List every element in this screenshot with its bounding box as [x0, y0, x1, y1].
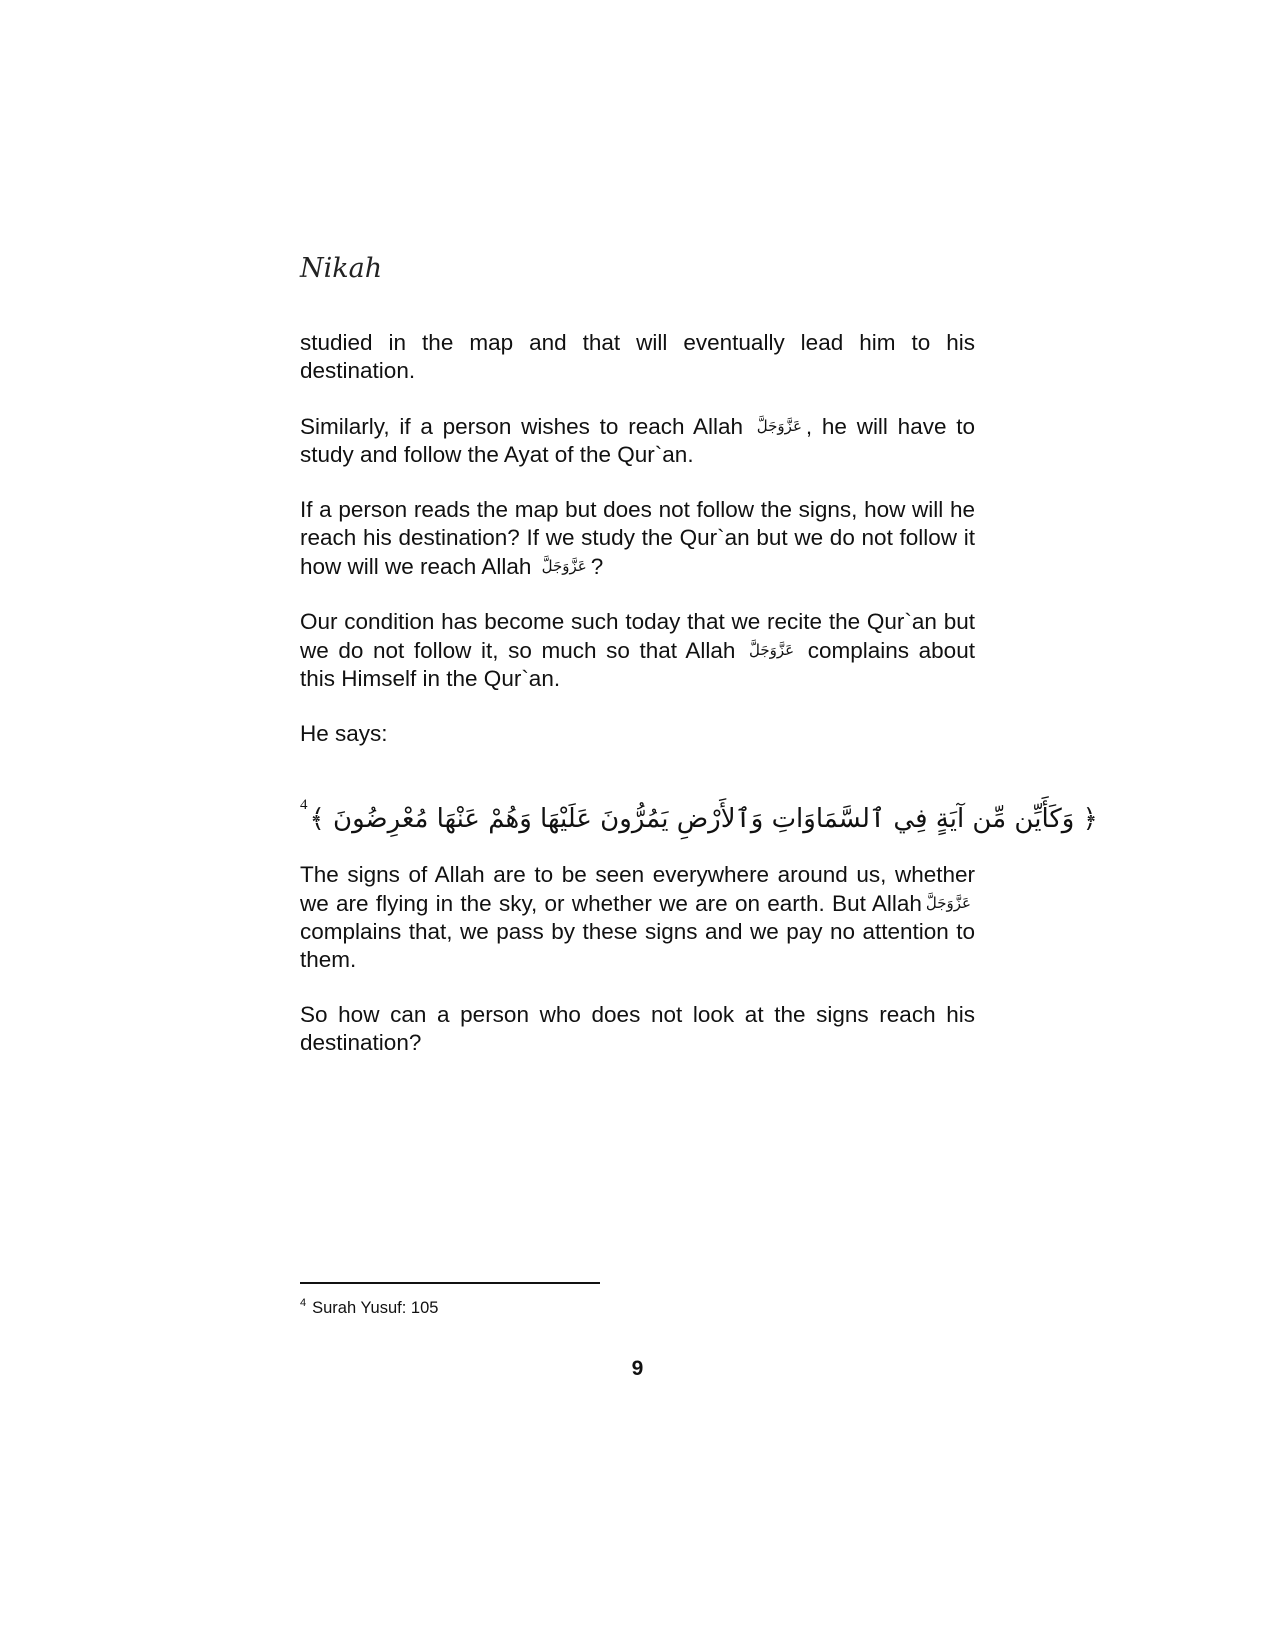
footnote-text: Surah Yusuf: 105	[312, 1299, 439, 1317]
quran-verse	[300, 775, 1098, 835]
honorific-text: عَزَّوَجَلَّ	[541, 557, 587, 575]
ayah-footnote-ref: 4	[300, 797, 308, 813]
paragraph-1: studied in the map and that will eventually lead him to his destination.	[300, 330, 975, 383]
paragraph-2-before: Similarly, if a person wishes to reach Allah	[300, 414, 744, 439]
honorific-text: عَزَّوَجَلَّ	[756, 417, 802, 435]
honorific-text: عَزَّوَجَلَّ	[925, 894, 971, 912]
honorific-text: عَزَّوَجَلَّ	[749, 641, 795, 659]
footnote-number: 4	[300, 1297, 307, 1309]
paragraph-3	[300, 496, 975, 581]
paragraph-3-after: ?	[590, 554, 604, 579]
paragraph-2	[300, 412, 975, 469]
paragraph-6-before: The signs of Allah are to be seen everywhere around us, whether we are flying in the sky, or whether we are on earth. But Allah	[300, 862, 975, 916]
footnote-divider	[300, 1282, 600, 1284]
paragraph-4-before: Our condition has become such today that we recite the Qur`an but we do not follow it, so much so that Allah	[300, 609, 975, 663]
running-title: Nikah	[300, 253, 383, 284]
paragraph-4	[300, 608, 975, 693]
paragraph-3-before: If a person reads the map but does not follow the signs, how will he reach his destination? If we study the Qur`an but we do not follow it how will we reach Allah	[300, 497, 975, 579]
paragraph-4-after: complains about this Himself in the Qur`an.	[300, 638, 975, 691]
paragraph-6-after: complains that, we pass by these signs and we pay no attention to them.	[300, 919, 975, 972]
paragraph-7: So how can a person who does not look at the signs reach his destination?	[300, 1002, 975, 1055]
paragraph-6	[300, 861, 975, 974]
body-text	[300, 329, 1098, 1084]
page-number: 9	[631, 1357, 644, 1380]
ayah-text: ﴿ وَكَأَيِّن مِّن آيَةٍ فِي ٱلسَّمَاوَاتِ وَٱلأَرْضِ يَمُرُّونَ عَلَيْهَا وَهُمْ عَنْهَا مُعْرِضُونَ ﴾	[309, 804, 1098, 834]
paragraph-5: He says:	[300, 721, 388, 746]
footnote	[300, 1297, 438, 1318]
paragraph-2-after: , he will have to study and follow the Ayat of the Qur`an.	[300, 414, 975, 467]
